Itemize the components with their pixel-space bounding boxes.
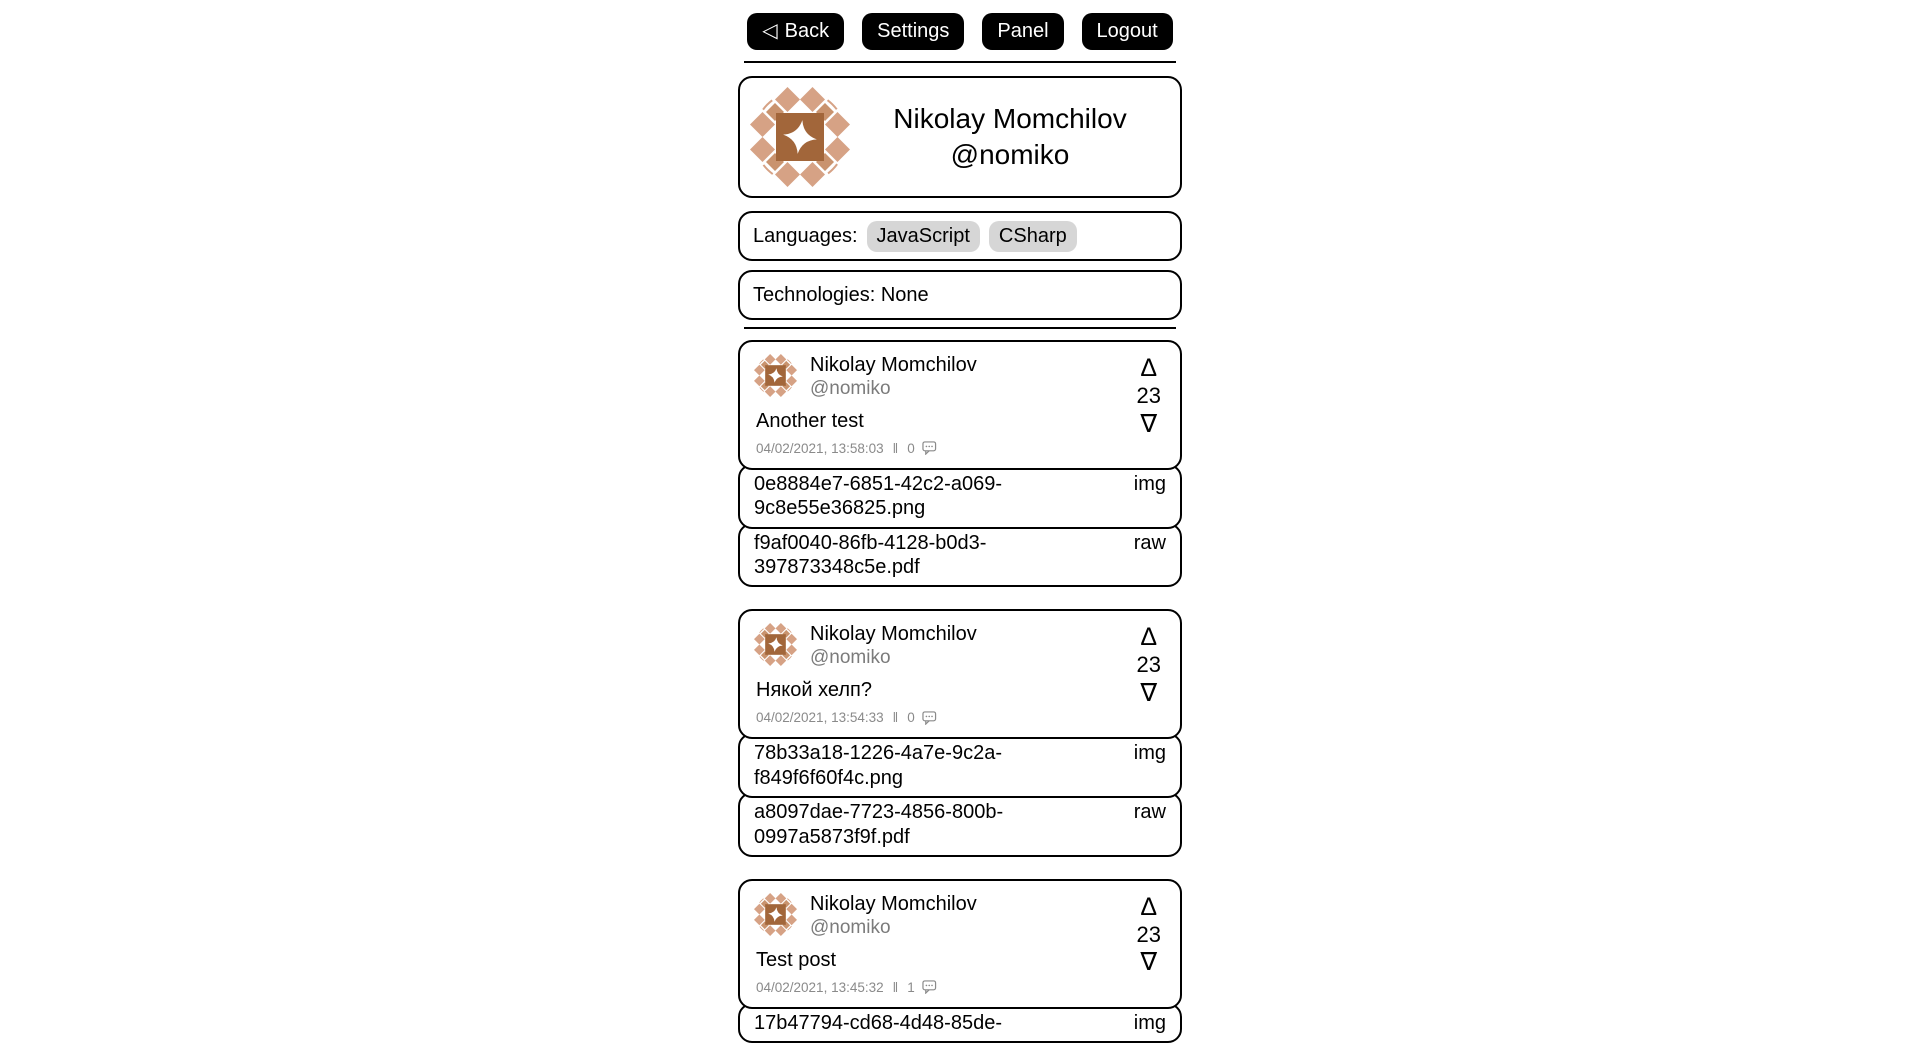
- comment-count: 1: [907, 979, 915, 995]
- settings-button[interactable]: Settings: [862, 13, 964, 50]
- downvote-button[interactable]: ∇: [1140, 678, 1158, 707]
- attachment-type-label: img: [1133, 742, 1166, 765]
- attachment-filename: 78b33a18-1226-4a7e-9c2a-f849f6f60f4c.png: [754, 742, 1002, 789]
- attachment-filename: f9af0040-86fb-4128-b0d3-397873348c5e.pdf: [754, 531, 987, 579]
- comment-bubble-icon: [922, 711, 937, 725]
- profile-names: [850, 101, 1170, 174]
- meta-separator: ‖: [892, 440, 899, 456]
- post-timestamp: 04/02/2021, 13:54:33: [756, 710, 884, 726]
- back-button[interactable]: [747, 13, 844, 50]
- post-header: [754, 623, 1166, 669]
- comment-count: 0: [907, 710, 915, 726]
- comment-bubble-icon: [922, 980, 937, 994]
- post-author-avatar-identicon: [754, 623, 797, 666]
- post-title[interactable]: Another test: [756, 409, 864, 432]
- attachment-filename: 17b47794-cd68-4d48-85de-: [754, 1011, 1002, 1034]
- post-title[interactable]: Някой хелп?: [756, 679, 872, 702]
- post-author-name: Nikolay Momchilov: [810, 892, 977, 915]
- post-card: [738, 609, 1182, 739]
- post-header: [754, 354, 1166, 400]
- divider-posts: [744, 327, 1176, 329]
- meta-separator: ‖: [892, 979, 899, 995]
- comment-bubble-icon: [922, 441, 937, 455]
- top-navigation: [738, 0, 1182, 50]
- post-meta: [756, 441, 1166, 456]
- post-author-block: [810, 354, 977, 400]
- post-attachment[interactable]: [738, 523, 1182, 588]
- content-column: [738, 0, 1182, 1043]
- post-timestamp: 04/02/2021, 13:58:03: [756, 440, 884, 456]
- post: [738, 609, 1182, 856]
- attachment-type-label: img: [1133, 472, 1166, 495]
- technologies-label: Technologies: None: [753, 283, 929, 306]
- post-author-avatar-identicon: [754, 893, 797, 936]
- posts-list: [738, 340, 1182, 1043]
- attachment-type-label: raw: [1133, 801, 1166, 824]
- profile-handle: @nomiko: [950, 139, 1070, 170]
- divider-top: [744, 61, 1176, 63]
- upvote-button[interactable]: Δ: [1140, 892, 1158, 921]
- comment-count: 0: [907, 440, 915, 456]
- vote-controls: [1136, 354, 1161, 438]
- post: [738, 879, 1182, 1043]
- attachment-filename: a8097dae-7723-4856-800b-0997a5873f9f.pdf: [754, 801, 1004, 848]
- languages-card: [738, 211, 1182, 261]
- profile-card: [738, 76, 1182, 198]
- attachment-type-label: img: [1133, 1011, 1166, 1034]
- post: [738, 340, 1182, 587]
- attachment-type-label: raw: [1133, 531, 1166, 554]
- post-meta: [756, 710, 1166, 725]
- post-attachment[interactable]: [738, 792, 1182, 857]
- downvote-button[interactable]: ∇: [1140, 948, 1158, 977]
- back-button-label: Back: [784, 20, 830, 42]
- post-attachment[interactable]: [738, 464, 1182, 529]
- post-author-name: Nikolay Momchilov: [810, 623, 977, 646]
- post-header: [754, 893, 1166, 939]
- post-title[interactable]: Test post: [756, 948, 837, 971]
- panel-button[interactable]: Panel: [982, 13, 1063, 50]
- language-tag-javascript: JavaScript: [867, 221, 980, 252]
- vote-count: 23: [1136, 652, 1161, 678]
- logout-button[interactable]: Logout: [1082, 13, 1173, 50]
- upvote-button[interactable]: Δ: [1140, 623, 1158, 652]
- post-card: [738, 340, 1182, 470]
- post-meta: [756, 980, 1166, 995]
- language-tag-csharp: CSharp: [989, 221, 1077, 252]
- profile-avatar-identicon: [750, 87, 850, 187]
- post-author-avatar-identicon: [754, 354, 797, 397]
- meta-separator: ‖: [892, 710, 899, 726]
- post-author-block: [810, 893, 977, 939]
- vote-controls: [1136, 892, 1161, 977]
- vote-count: 23: [1136, 921, 1161, 947]
- post-attachment[interactable]: [738, 733, 1182, 798]
- back-arrow-icon: ◁: [762, 20, 778, 42]
- post-author-handle: @nomiko: [810, 378, 891, 399]
- upvote-button[interactable]: Δ: [1140, 354, 1158, 382]
- vote-controls: [1136, 623, 1161, 707]
- vote-count: 23: [1136, 383, 1161, 408]
- post-author-handle: @nomiko: [810, 647, 891, 669]
- post-author-block: [810, 623, 977, 669]
- post-author-handle: @nomiko: [810, 916, 891, 938]
- post-attachment[interactable]: [738, 1003, 1182, 1043]
- attachment-filename: 0e8884e7-6851-42c2-a069-9c8e55e36825.png: [754, 472, 1002, 520]
- post-timestamp: 04/02/2021, 13:45:32: [756, 979, 884, 995]
- profile-name: Nikolay Momchilov: [893, 102, 1127, 134]
- technologies-card: [738, 270, 1182, 320]
- downvote-button[interactable]: ∇: [1140, 409, 1158, 438]
- languages-label: Languages:: [753, 224, 858, 247]
- post-card: [738, 879, 1182, 1009]
- post-author-name: Nikolay Momchilov: [810, 354, 977, 376]
